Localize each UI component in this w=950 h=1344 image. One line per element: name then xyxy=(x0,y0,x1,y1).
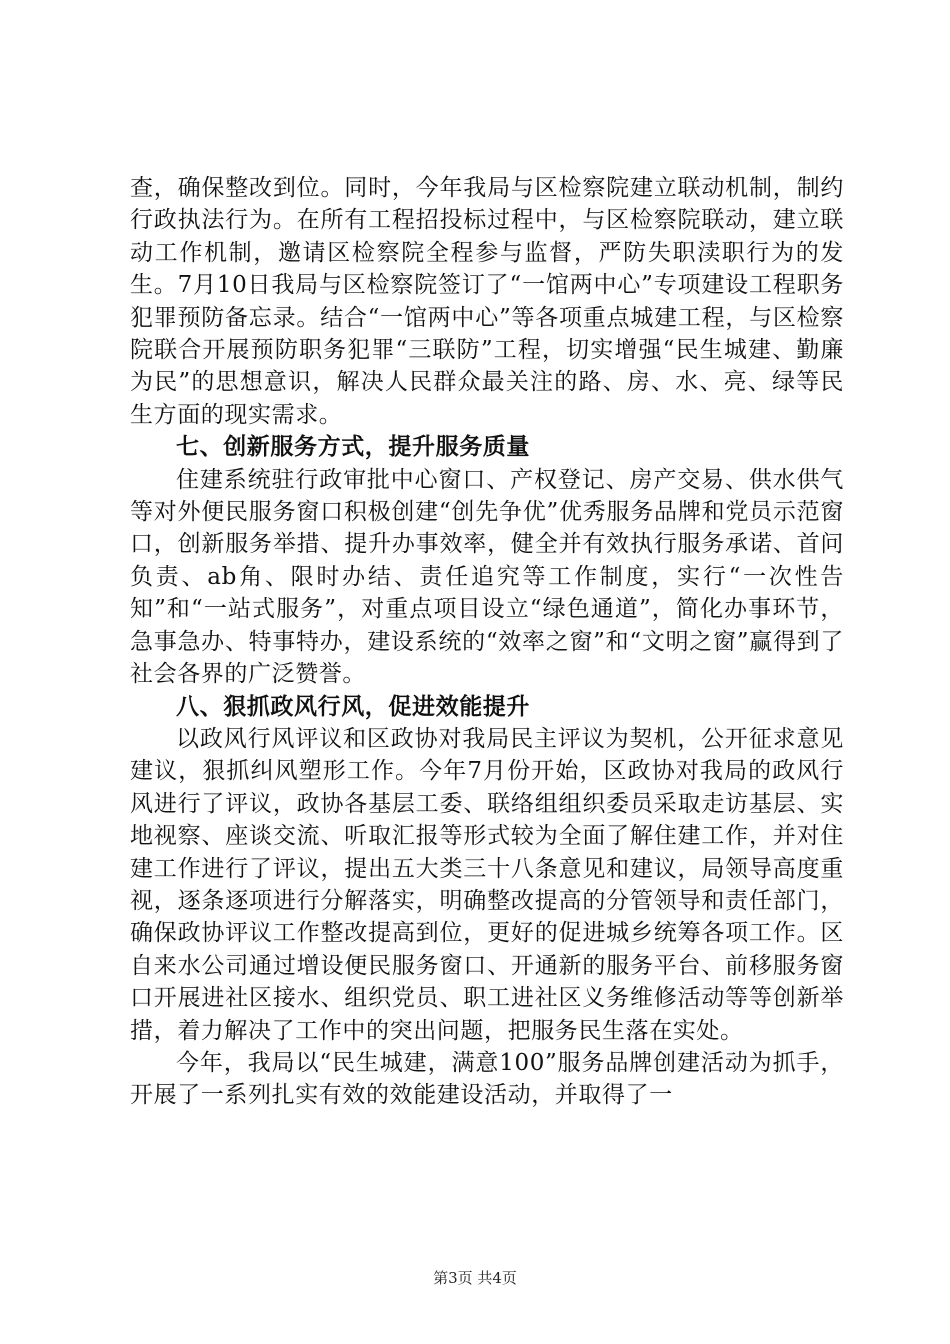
section-heading-eight: 八、狠抓政风行风，促进效能提升 xyxy=(176,692,530,720)
paragraph-review: 以政风行风评议和区政协对我局民主评议为契机，公开征求意见建议，狠抓纠风塑形工作。今年7月份开始，区政协对我局的政风行风进行了评议，政协各基层工委、联络组组织委员采取走访基层、实地视察、座谈交流、听取汇报等形式较为全面了解住建工作，并对住建工作进行了评议，提出五大类三十八条意见和建议，局领导高度重视，逐条逐项进行分解落实，明确整改提高的分管领导和责任部门，确保政协评议工作整改提高到位，更好的促进城乡统筹各项工作。区自来水公司通过增设便民服务窗口、开通新的服务平台、前移服务窗口开展进社区接水、组织党员、职工进社区义务维修活动等等创新举措，着力解决了工作中的突出问题，把服务民生落在实处。 xyxy=(130,725,844,1044)
paragraph-service: 住建系统驻行政审批中心窗口、产权登记、房产交易、供水供气等对外便民服务窗口积极创建“创先争优”优秀服务品牌和党员示范窗口，创新服务举措、提升办事效率，健全并有效执行服务承诺、首问负责、ab角、限时办结、责任追究等工作制度，实行“一次性告知”和“一站式服务”，对重点项目设立“绿色通道”，简化办事环节，急事急办、特事特办，建设系统的“效率之窗”和“文明之窗”赢得到了社会各界的广泛赞誉。 xyxy=(130,466,844,688)
section-heading-seven: 七、创新服务方式，提升服务质量 xyxy=(176,433,530,461)
paragraph-brand: 今年，我局以“民生城建，满意100”服务品牌创建活动为抓手，开展了一系列扎实有效的效能建设活动，并取得了一 xyxy=(130,1049,844,1109)
document-body xyxy=(130,172,844,1112)
paragraph-continuation: 查，确保整改到位。同时，今年我局与区检察院建立联动机制，制约行政执法行为。在所有工程招投标过程中，与区检察院联动，建立联动工作机制，邀请区检察院全程参与监督，严防失职渎职行为的发生。7月10日我局与区检察院签订了“一馆两中心”专项建设工程职务犯罪预防备忘录。结合“一馆两中心”等各项重点城建工程，与区检察院联合开展预防职务犯罪“三联防”工程，切实增强“民生城建、勤廉为民”的思想意识，解决人民群众最关注的路、房、水、亮、绿等民生方面的现实需求。 xyxy=(130,175,844,428)
page-number-footer: 第3页 共4页 xyxy=(433,1269,517,1287)
